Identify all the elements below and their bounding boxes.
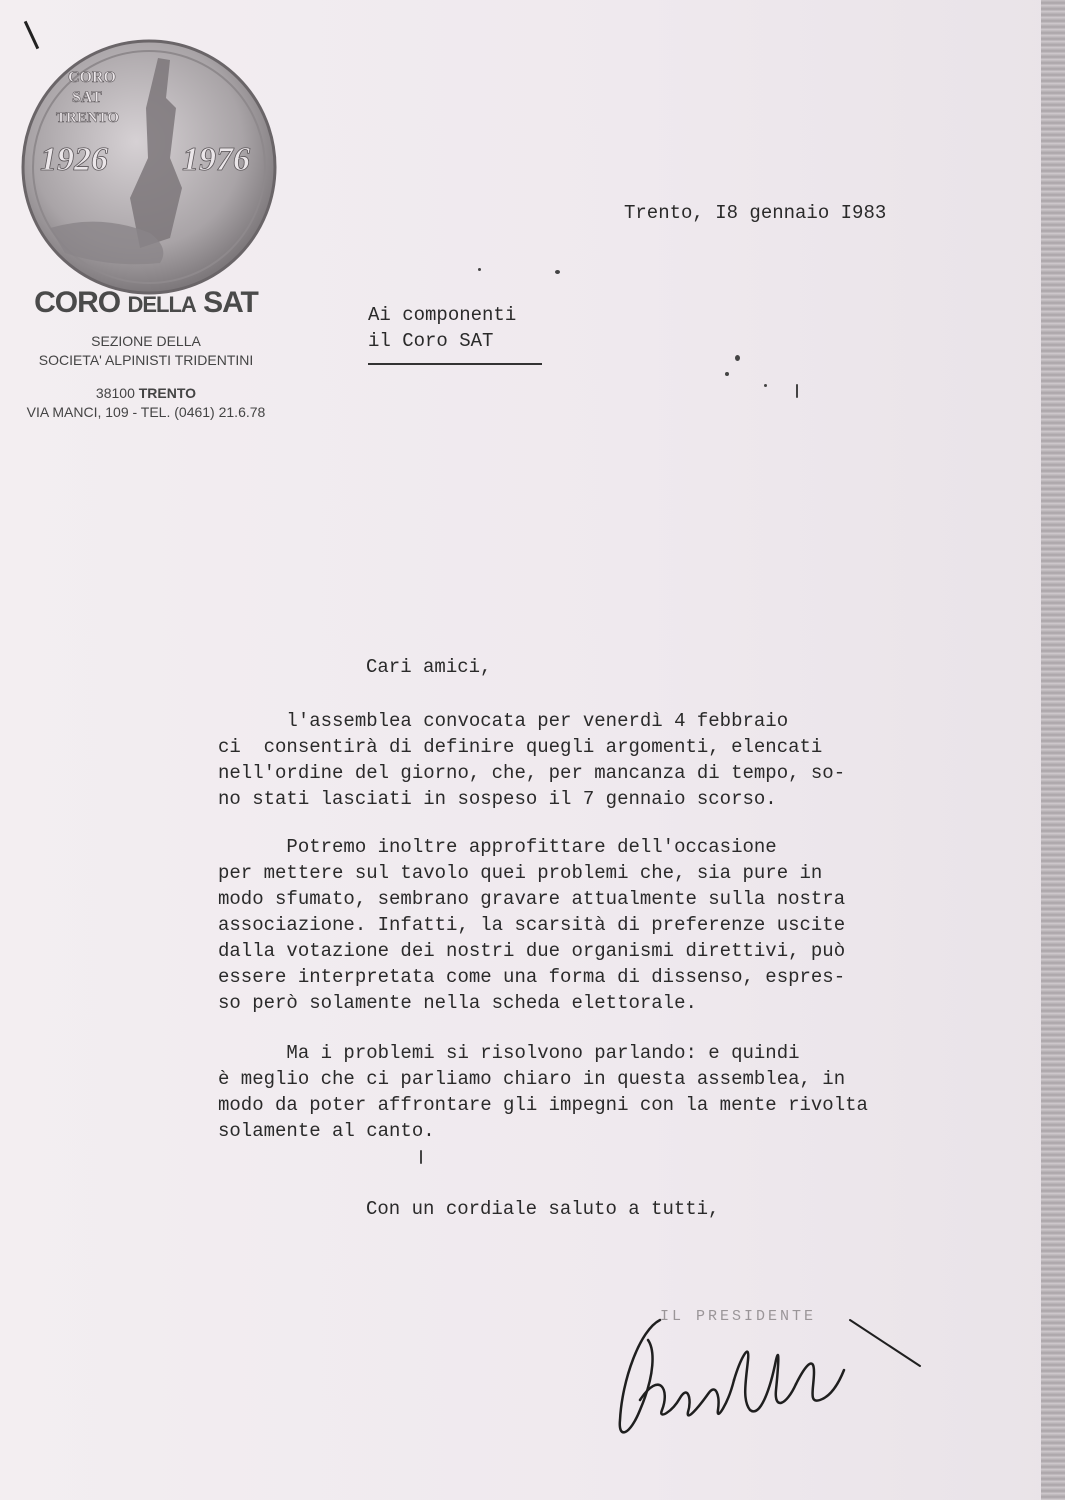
medal-text-trento: TRENTO [56,110,120,126]
recipient-line-1: Ai componenti [368,304,517,326]
medal-text-coro: CORO [68,69,116,86]
paragraph-line: per mettere sul tavolo quei problemi che, sia pure in [218,862,823,884]
scan-edge [1041,0,1065,1500]
scan-speck [555,270,560,274]
paragraph-line: so però solamente nella scheda elettorale. [218,992,697,1014]
scan-speck [725,372,729,376]
paragraph-2 [218,834,845,1016]
paragraph-line: no stati lasciati in sospeso il 7 gennaio scorso. [218,788,777,810]
paragraph-line: l'assemblea convocata per venerdì 4 febbraio [218,710,789,732]
handwritten-signature [600,1300,940,1450]
paragraph-3 [218,1040,868,1144]
org-address: VIA MANCI, 109 - TEL. (0461) 21.6.78 [26,404,266,420]
paragraph-line: essere interpretata come una forma di dissenso, espres- [218,966,846,988]
medal-year-end: 1976 [182,141,250,178]
greeting: Cari amici, [366,656,492,678]
signature-title: IL PRESIDENTE [660,1308,817,1325]
scan-speck [735,355,740,361]
scan-speck [764,384,767,387]
paragraph-line: modo sfumato, sembrano gravare attualmente sulla nostra [218,888,846,910]
paragraph-line: è meglio che ci parliamo chiaro in questa assemblea, in [218,1068,846,1090]
letter-date: Trento, I8 gennaio I983 [624,202,887,224]
paragraph-line: associazione. Infatti, la scarsità di preferenze uscite [218,914,846,936]
paragraph-line: solamente al canto. [218,1120,435,1142]
recipient-underline [368,363,542,365]
org-subtitle-1: SEZIONE DELLA [91,333,201,349]
paragraph-line: modo da poter affrontare gli impegni con la mente rivolta [218,1094,868,1116]
letterhead [16,286,276,422]
medal-year-start: 1926 [40,141,108,178]
paragraph-line: nell'ordine del giorno, che, per mancanza di tempo, so- [218,762,846,784]
recipient-line-2: il Coro SAT [368,330,494,352]
paragraph-line: ci consentirà di definire quegli argomenti, elencati [218,736,823,758]
medal-logo [20,38,278,296]
paragraph-line: Potremo inoltre approfittare dell'occasione [218,836,777,858]
closing: Con un cordiale saluto a tutti, [366,1198,720,1220]
org-name: CORO DELLA SAT [34,286,258,319]
org-city: 38100 TRENTO [95,385,197,401]
scan-speck [796,384,798,398]
scan-speck [478,268,481,271]
paragraph-1 [218,708,845,812]
medal-text-sat: SAT [72,89,102,106]
org-subtitle-2: SOCIETA' ALPINISTI TRIDENTINI [38,352,254,368]
paragraph-line: Ma i problemi si risolvono parlando: e quindi [218,1042,800,1064]
paragraph-line: dalla votazione dei nostri due organismi direttivi, può [218,940,846,962]
scan-speck [420,1150,422,1164]
recipient-block [368,302,516,354]
